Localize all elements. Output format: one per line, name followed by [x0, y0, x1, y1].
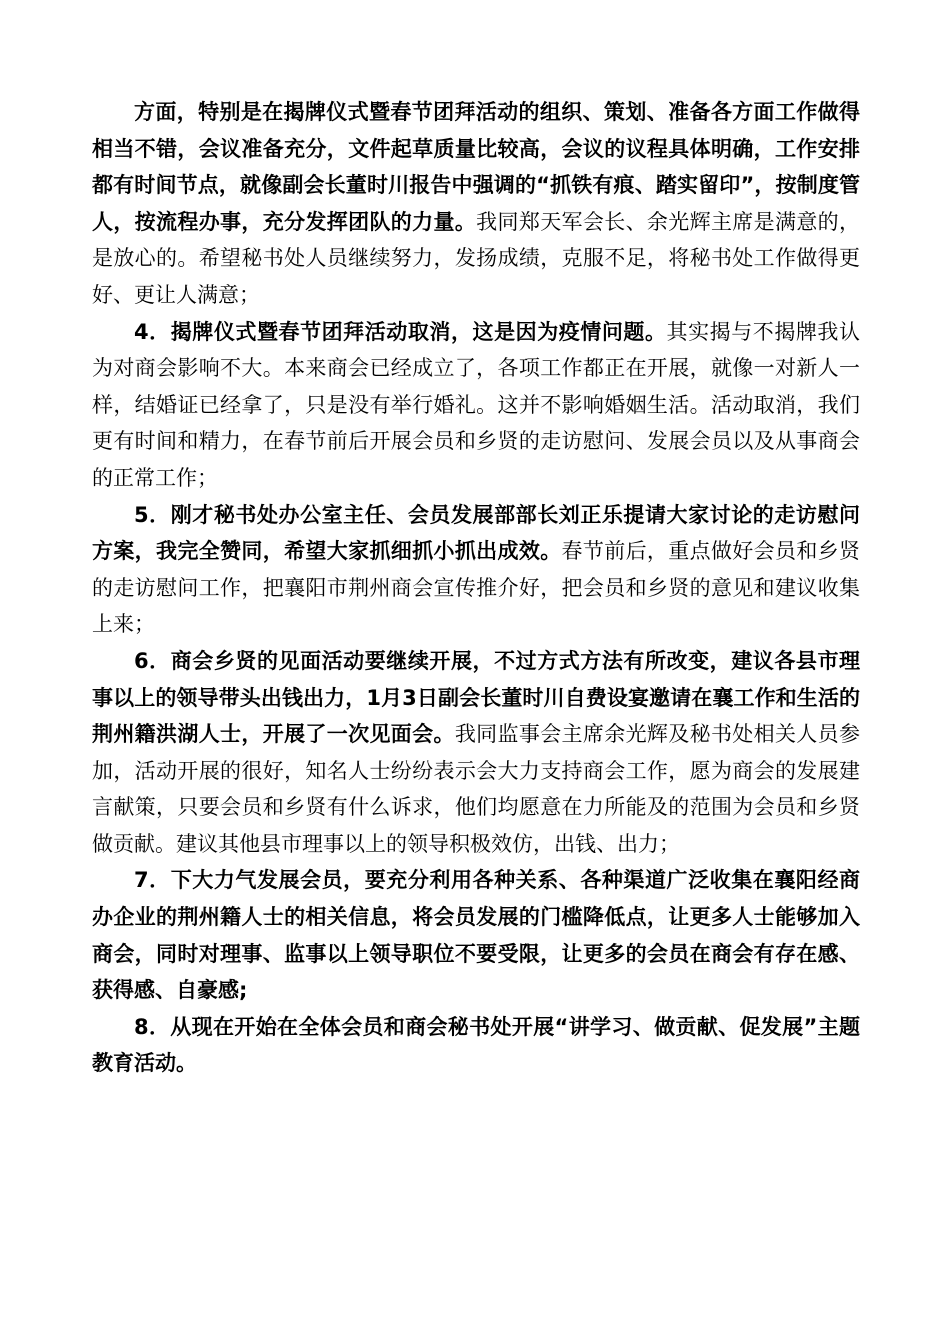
paragraph-item-5 [92, 497, 860, 643]
paragraph-1 [92, 94, 860, 314]
paragraph-item-5-bold-text: 5．刚才秘书处办公室主任、会员发展部部长刘正乐提请大家讨论的走访慰问方案，我完全赞同，希望大家抓细抓小抓出成效。 [92, 502, 860, 564]
paragraph-item-6-bold-text: 6．商会乡贤的见面活动要继续开展，不过方式方法有所改变，建议各县市理事以上的领导带头出钱出力，1月3日副会长董时川自费设宴邀请在襄工作和生活的荆州籍洪湖人士，开展了一次见面会。 [92, 648, 860, 747]
paragraph-item-4-regular-text: 其实揭与不揭牌我认为对商会影响不大。本来商会已经成立了，各项工作都正在开展，就像一对新人一样，结婚证已经拿了，只是没有举行婚礼。这并不影响婚姻生活。活动取消，我们更有时间和精力，在春节前后开展会员和乡贤的走访慰问、发展会员以及从事商会的正常工作； [92, 319, 860, 490]
paragraph-item-8 [92, 1009, 860, 1082]
paragraph-item-4-bold-text: 4．揭牌仪式暨春节团拜活动取消，这是因为疫情问题。 [134, 319, 667, 344]
document-page [92, 94, 860, 1082]
paragraph-item-8-bold-text: 8．从现在开始在全体会员和商会秘书处开展“讲学习、做贡献、促发展”主题教育活动。 [92, 1014, 860, 1076]
paragraph-item-7 [92, 862, 860, 1008]
paragraph-1-regular-text: 我同郑天军会长、余光辉主席是满意的，是放心的。希望秘书处人员继续努力，发扬成绩，克服不足，将秘书处工作做得更好、更让人满意； [92, 209, 860, 307]
paragraph-item-7-bold-text: 7．下大力气发展会员，要充分利用各种关系、各种渠道广泛收集在襄阳经商办企业的荆州籍人士的相关信息，将会员发展的门槛降低点，让更多人士能够加入商会，同时对理事、监事以上领导职位不要受限，让更多的会员在商会有存在感、获得感、自豪感; [92, 868, 860, 1003]
paragraph-item-5-regular-text: 春节前后，重点做好会员和乡贤的走访慰问工作，把襄阳市荆州商会宣传推介好，把会员和乡贤的意见和建议收集上来； [92, 539, 861, 637]
paragraph-item-6 [92, 643, 860, 863]
paragraph-item-6-regular-text: 我同监事会主席余光辉及秘书处相关人员参加，活动开展的很好，知名人士纷纷表示会大力支持商会工作，愿为商会的发展建言献策，只要会员和乡贤有什么诉求，他们均愿意在力所能及的范围为会员和乡贤做贡献。建议其他县市理事以上的领导积极效仿，出钱、出力； [92, 722, 860, 856]
paragraph-item-4 [92, 314, 860, 497]
paragraph-1-bold-text: 方面，特别是在揭牌仪式暨春节团拜活动的组织、策划、准备各方面工作做得相当不错，会议准备充分，文件起草质量比较高，会议的议程具体明确，工作安排都有时间节点，就像副会长董时川报告中强调的“抓铁有痕、踏实留印”，按制度管人，按流程办事，充分发挥团队的力量。 [92, 100, 860, 234]
